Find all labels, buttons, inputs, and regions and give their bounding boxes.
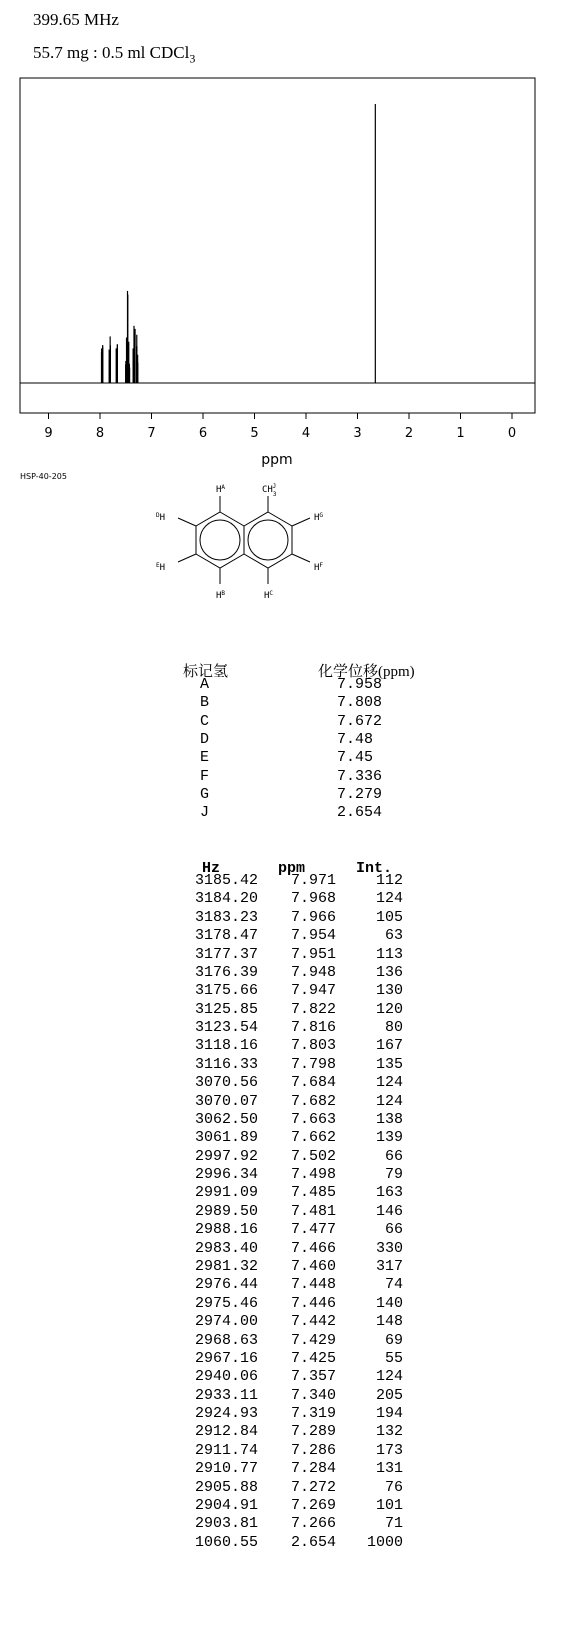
peak-hz: 3070.56 bbox=[194, 1074, 258, 1092]
peak-hz: 2997.92 bbox=[194, 1147, 258, 1165]
atom-label-f: $H^F$ bbox=[314, 562, 324, 573]
atom-label-b: $H^B$ bbox=[216, 590, 226, 601]
peak-int: 124 bbox=[375, 1092, 403, 1110]
x-tick-label: 9 bbox=[44, 426, 53, 441]
peak-int: 131 bbox=[375, 1460, 403, 1478]
left-aromatic-circle bbox=[200, 520, 240, 560]
peak-ppm: 7.289 bbox=[290, 1423, 336, 1441]
peak-int: 146 bbox=[375, 1202, 403, 1220]
peak-int: 1000 bbox=[366, 1533, 403, 1551]
peak-ppm: 7.466 bbox=[290, 1239, 336, 1257]
bond-e bbox=[178, 554, 196, 562]
bond-d bbox=[178, 518, 196, 526]
x-tick-label: 2 bbox=[404, 426, 414, 441]
assignment-shift: 7.279 bbox=[337, 785, 383, 803]
peak-ppm: 7.798 bbox=[290, 1055, 336, 1073]
sample-description bbox=[33, 41, 195, 70]
peak-ppm: 7.502 bbox=[290, 1147, 336, 1165]
peak-int: 124 bbox=[375, 1074, 403, 1092]
x-tick-label: 1 bbox=[456, 426, 465, 441]
peak-hz: 2905.88 bbox=[194, 1478, 258, 1496]
peak-ppm: 7.947 bbox=[290, 982, 336, 1000]
peak-hz: 2912.84 bbox=[194, 1423, 258, 1441]
assignment-header-shift: 化学位移(ppm) bbox=[318, 664, 415, 680]
atom-label-d: $^D$H bbox=[156, 512, 166, 523]
peak-hz: 2996.34 bbox=[194, 1166, 258, 1184]
peak-int: 317 bbox=[375, 1257, 403, 1275]
peak-hz: 2933.11 bbox=[194, 1386, 258, 1404]
peak-hz: 3062.50 bbox=[194, 1110, 258, 1128]
assignment-shift: 7.336 bbox=[337, 767, 383, 785]
peak-int: 138 bbox=[375, 1110, 403, 1128]
peak-hz: 3185.42 bbox=[194, 872, 258, 889]
peak-int: 167 bbox=[375, 1037, 403, 1055]
peak-ppm: 7.340 bbox=[290, 1386, 336, 1404]
peak-ppm: 7.357 bbox=[290, 1368, 336, 1386]
peak-group bbox=[101, 104, 375, 383]
peak-ppm: 7.286 bbox=[290, 1441, 336, 1459]
peak-ppm: 7.822 bbox=[290, 1000, 336, 1018]
assignment-label: F bbox=[200, 767, 210, 785]
peak-int: 148 bbox=[375, 1313, 403, 1331]
spectrum-header bbox=[33, 8, 195, 70]
assignment-label: G bbox=[200, 785, 210, 803]
assignment-shift: 2.654 bbox=[337, 804, 383, 822]
right-aromatic-circle bbox=[248, 520, 288, 560]
peak-hz: 2991.09 bbox=[194, 1184, 258, 1202]
peak-header-int: Int. bbox=[356, 860, 393, 877]
peak-int: 135 bbox=[375, 1055, 403, 1073]
assignment-label: B bbox=[200, 694, 210, 712]
peak-int: 71 bbox=[384, 1515, 403, 1533]
peak-int: 66 bbox=[384, 1147, 403, 1165]
peak-hz: 2988.16 bbox=[194, 1221, 258, 1239]
peak-int: 79 bbox=[384, 1166, 403, 1184]
x-tick-label: 5 bbox=[250, 426, 259, 441]
assignment-shift: 7.672 bbox=[337, 712, 383, 730]
atom-label-c: $H^C$ bbox=[264, 590, 274, 601]
peak-hz: 2924.93 bbox=[194, 1405, 258, 1423]
atom-label-e: $^E$H bbox=[156, 562, 166, 573]
assignment-label: E bbox=[200, 749, 210, 767]
x-tick-label: 6 bbox=[198, 426, 208, 441]
peak-hz: 2976.44 bbox=[194, 1276, 258, 1294]
peak-ppm: 7.971 bbox=[290, 872, 336, 889]
bond-f bbox=[292, 554, 310, 562]
peak-ppm: 7.951 bbox=[290, 945, 336, 963]
peak-int: 205 bbox=[375, 1386, 403, 1404]
peak-int: 124 bbox=[375, 890, 403, 908]
assignment-shift: 7.48 bbox=[337, 730, 374, 748]
peak-hz: 3176.39 bbox=[194, 963, 258, 981]
peak-int: 130 bbox=[375, 982, 403, 1000]
peak-hz: 3118.16 bbox=[194, 1037, 258, 1055]
peak-ppm: 7.460 bbox=[290, 1257, 336, 1275]
peak-hz: 2904.91 bbox=[194, 1496, 258, 1514]
peak-hz: 3183.23 bbox=[194, 908, 258, 926]
peak-int: 63 bbox=[384, 927, 403, 945]
peak-ppm: 7.481 bbox=[290, 1202, 336, 1220]
peak-hz: 3125.85 bbox=[194, 1000, 258, 1018]
peak-hz: 3061.89 bbox=[194, 1129, 258, 1147]
peak-hz: 2968.63 bbox=[194, 1331, 258, 1349]
peak-int: 112 bbox=[375, 872, 403, 889]
peak-header-ppm: ppm bbox=[278, 860, 306, 877]
peak-ppm: 7.448 bbox=[290, 1276, 336, 1294]
assignment-shift: 7.958 bbox=[337, 676, 383, 693]
peak-ppm: 7.684 bbox=[290, 1074, 336, 1092]
peak-hz: 2975.46 bbox=[194, 1294, 258, 1312]
peak-int: 105 bbox=[375, 908, 403, 926]
assignment-label: A bbox=[200, 676, 210, 693]
peak-ppm: 7.272 bbox=[290, 1478, 336, 1496]
assignment-label: J bbox=[200, 804, 210, 822]
molecule-structure bbox=[150, 483, 430, 630]
peak-int: 173 bbox=[375, 1441, 403, 1459]
sample-subscript: 3 bbox=[189, 51, 196, 66]
atom-label-j: $CH_3J$ bbox=[262, 483, 277, 498]
nmr-spectrum-chart bbox=[0, 70, 570, 480]
peak-int: 80 bbox=[384, 1019, 403, 1037]
peak-int: 120 bbox=[375, 1000, 403, 1018]
peak-int: 124 bbox=[375, 1368, 403, 1386]
assignment-label: D bbox=[200, 730, 210, 748]
assignment-shift: 7.45 bbox=[337, 749, 374, 767]
peak-hz: 2911.74 bbox=[194, 1441, 258, 1459]
x-tick-label: 3 bbox=[353, 426, 362, 441]
peak-ppm: 7.477 bbox=[290, 1221, 336, 1239]
spectrometer-frequency: 399.65 MHz bbox=[33, 10, 119, 29]
sample-text: 55.7 mg : 0.5 ml CDCl bbox=[33, 43, 190, 62]
peak-ppm: 7.269 bbox=[290, 1496, 336, 1514]
peak-hz: 3175.66 bbox=[194, 982, 258, 1000]
x-tick-label: 4 bbox=[301, 426, 311, 441]
peak-hz: 2983.40 bbox=[194, 1239, 258, 1257]
peak-ppm: 7.429 bbox=[290, 1331, 336, 1349]
assignment-label: C bbox=[200, 712, 210, 730]
peak-int: 101 bbox=[375, 1496, 403, 1514]
peak-ppm: 7.803 bbox=[290, 1037, 336, 1055]
x-axis-label: ppm bbox=[261, 452, 293, 468]
peak-ppm: 7.816 bbox=[290, 1019, 336, 1037]
peak-hz: 3178.47 bbox=[194, 927, 258, 945]
peak-hz: 3070.07 bbox=[194, 1092, 258, 1110]
peak-int: 163 bbox=[375, 1184, 403, 1202]
peak-ppm: 7.446 bbox=[290, 1294, 336, 1312]
peak-hz: 3116.33 bbox=[194, 1055, 258, 1073]
peak-int: 139 bbox=[375, 1129, 403, 1147]
peak-int: 76 bbox=[384, 1478, 403, 1496]
peak-ppm: 7.966 bbox=[290, 908, 336, 926]
peak-int: 113 bbox=[375, 945, 403, 963]
assignment-shift: 7.808 bbox=[337, 694, 383, 712]
peak-ppm: 7.284 bbox=[290, 1460, 336, 1478]
peak-ppm: 7.948 bbox=[290, 963, 336, 981]
atom-label-g: $H^G$ bbox=[314, 512, 324, 523]
peak-ppm: 7.498 bbox=[290, 1166, 336, 1184]
peak-hz: 2974.00 bbox=[194, 1313, 258, 1331]
peak-int: 55 bbox=[384, 1349, 403, 1367]
atom-label-a: $H^A$ bbox=[216, 484, 226, 495]
peak-header-hz: Hz bbox=[202, 860, 221, 877]
peak-int: 136 bbox=[375, 963, 403, 981]
peak-int: 140 bbox=[375, 1294, 403, 1312]
peak-hz: 3123.54 bbox=[194, 1019, 258, 1037]
peak-ppm: 7.662 bbox=[290, 1129, 336, 1147]
peak-ppm: 7.442 bbox=[290, 1313, 336, 1331]
peak-ppm: 7.319 bbox=[290, 1405, 336, 1423]
x-tick-label: 7 bbox=[147, 426, 156, 441]
peak-int: 66 bbox=[384, 1221, 403, 1239]
peak-hz: 3184.20 bbox=[194, 890, 258, 908]
x-axis-ticks bbox=[44, 413, 516, 441]
spectrum-code: HSP-40-205 bbox=[20, 472, 67, 481]
peak-hz: 1060.55 bbox=[194, 1533, 258, 1551]
peak-hz: 2910.77 bbox=[194, 1460, 258, 1478]
peak-hz: 2989.50 bbox=[194, 1202, 258, 1220]
peak-hz: 2903.81 bbox=[194, 1515, 258, 1533]
plot-frame bbox=[20, 78, 535, 413]
peak-ppm: 7.954 bbox=[290, 927, 336, 945]
peak-hz: 2967.16 bbox=[194, 1349, 258, 1367]
peak-int: 132 bbox=[375, 1423, 403, 1441]
peak-ppm: 2.654 bbox=[290, 1533, 336, 1551]
bond-g bbox=[292, 518, 310, 526]
peak-ppm: 7.968 bbox=[290, 890, 336, 908]
x-tick-label: 8 bbox=[95, 426, 105, 441]
peak-ppm: 7.485 bbox=[290, 1184, 336, 1202]
peak-int: 69 bbox=[384, 1331, 403, 1349]
peak-ppm: 7.663 bbox=[290, 1110, 336, 1128]
peak-hz: 2981.32 bbox=[194, 1257, 258, 1275]
x-tick-label: 0 bbox=[507, 426, 517, 441]
peak-hz: 3177.37 bbox=[194, 945, 258, 963]
peak-ppm: 7.682 bbox=[290, 1092, 336, 1110]
assignment-header-label: 标记氢 bbox=[183, 664, 229, 680]
peak-hz: 2940.06 bbox=[194, 1368, 258, 1386]
peak-int: 74 bbox=[384, 1276, 403, 1294]
peak-ppm: 7.266 bbox=[290, 1515, 336, 1533]
peak-int: 330 bbox=[375, 1239, 403, 1257]
peak-ppm: 7.425 bbox=[290, 1349, 336, 1367]
peak-int: 194 bbox=[375, 1405, 403, 1423]
